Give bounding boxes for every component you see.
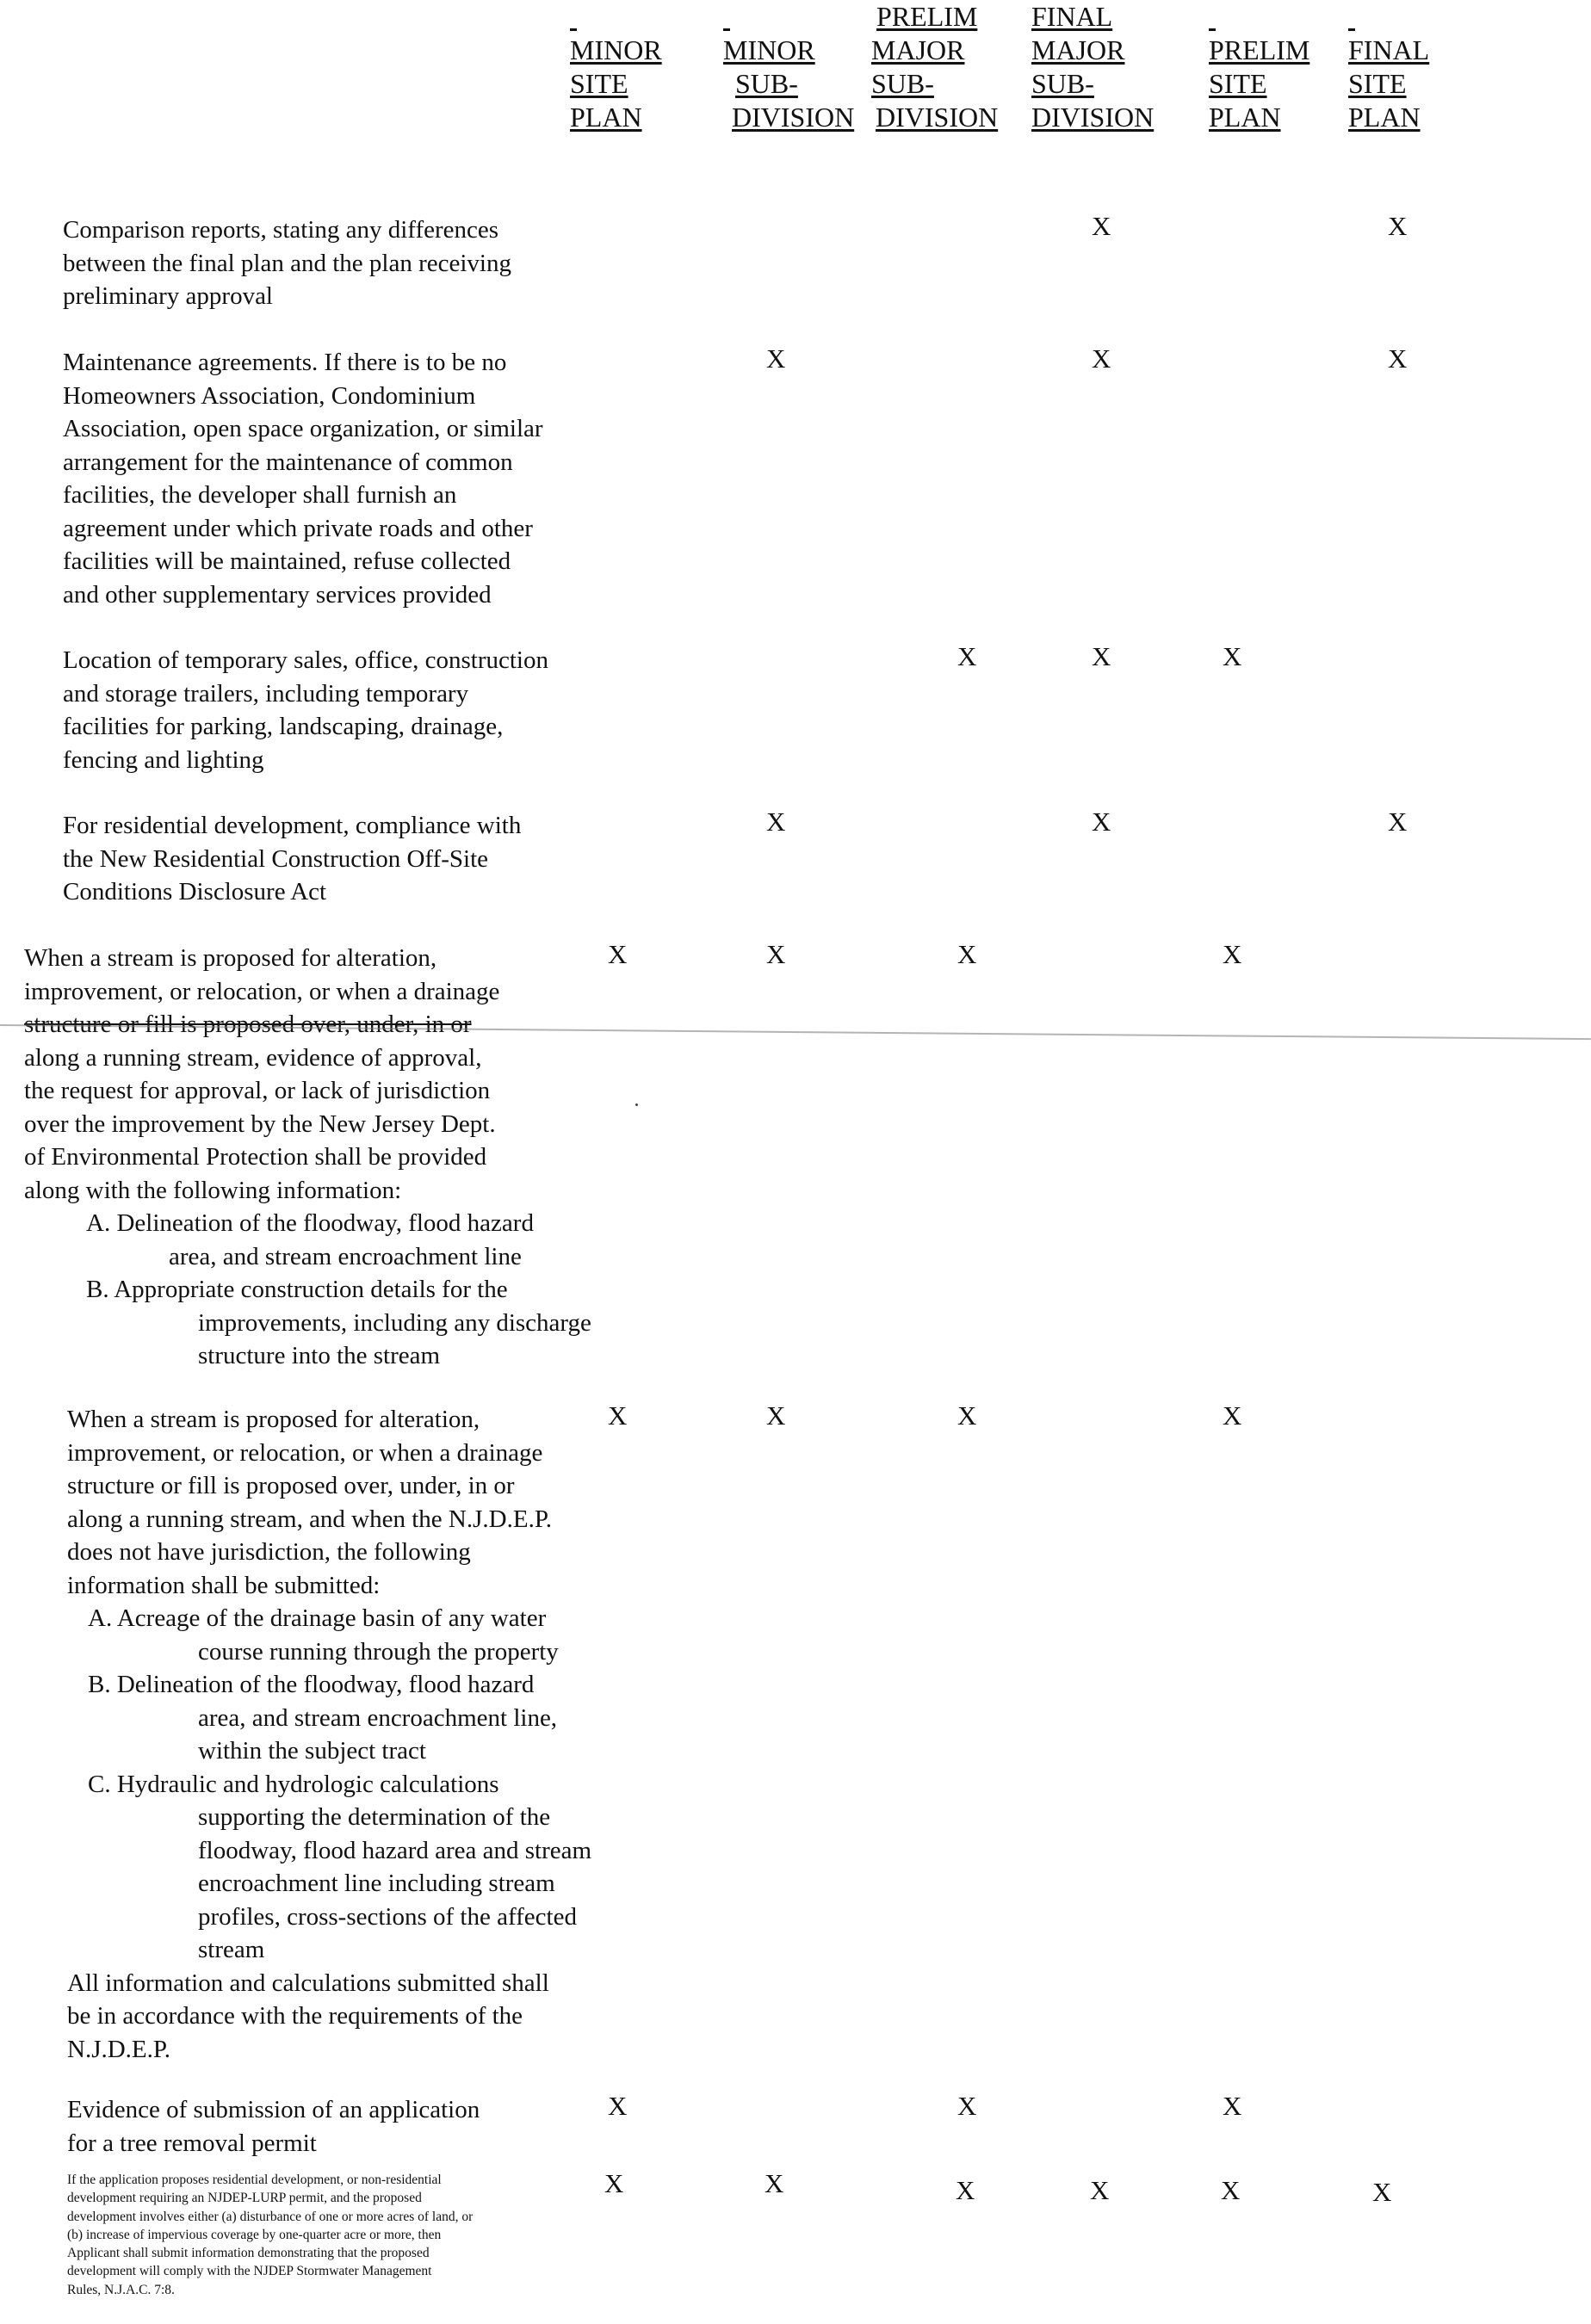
text-line: the request for approval, or lack of jurisdiction — [24, 1077, 491, 1104]
column-header-prelim-site-plan — [1209, 0, 1309, 134]
header-line: SUB- — [871, 68, 934, 99]
text-line: Applicant shall submit information demonstrating that the proposed — [67, 2246, 430, 2261]
check-mark: X — [608, 2091, 628, 2121]
requirement-text-fine-print — [67, 2171, 618, 2299]
header-line: MAJOR — [1031, 34, 1125, 65]
text-line: between the final plan and the plan receiving — [63, 249, 511, 277]
header-line: DIVISION — [732, 102, 855, 133]
sub-item-line: supporting the determination of the — [198, 1803, 551, 1831]
text-line: development will comply with the NJDEP Stormwater Management — [67, 2264, 432, 2279]
header-line: SITE — [570, 68, 628, 99]
text-line: along with the following information: — [24, 1176, 402, 1204]
requirement-text — [24, 942, 644, 1373]
header-line: FINAL — [1348, 34, 1430, 65]
header-line: SUB- — [1031, 68, 1094, 99]
text-line: improvement, or relocation, or when a drainage — [24, 977, 500, 1005]
text-line: development involves either (a) disturbance of one or more acres of land, or — [67, 2209, 474, 2224]
header-line: PLAN — [1348, 102, 1421, 133]
check-mark: X — [1090, 2175, 1110, 2205]
header-line — [723, 0, 854, 34]
requirement-text — [63, 346, 683, 611]
column-header-final-major-subdivision — [1031, 0, 1154, 134]
text-line: the New Residential Construction Off-Site — [63, 844, 488, 873]
text-line: fencing and lighting — [63, 745, 264, 774]
sub-item-line: area, and stream encroachment line, — [198, 1703, 558, 1732]
requirement-text — [67, 2093, 687, 2160]
header-line: MINOR — [570, 34, 662, 65]
header-line — [1209, 0, 1309, 34]
text-line: does not have jurisdiction, the following — [67, 1538, 471, 1566]
check-mark: X — [766, 807, 786, 837]
check-mark: X — [1092, 211, 1111, 241]
text-line: improvement, or relocation, or when a drainage — [67, 1438, 543, 1467]
text-line: Association, open space organization, or similar — [63, 415, 543, 442]
check-mark: X — [957, 939, 977, 969]
requirement-text — [63, 809, 683, 909]
text-line: (b) increase of impervious coverage by one-quarter acre or more, then — [67, 2227, 442, 2242]
check-mark: X — [604, 2168, 624, 2198]
text-line: Maintenance agreements. If there is to be no — [63, 349, 507, 376]
text-line: If the application proposes residential development, or non-residential — [67, 2173, 442, 2187]
text-line: for a tree removal permit — [67, 2129, 317, 2157]
header-line: MINOR — [723, 34, 815, 65]
check-mark: X — [1092, 641, 1111, 671]
text-line: arrangement for the maintenance of common — [63, 448, 513, 476]
header-line: DIVISION — [876, 102, 999, 133]
text-line: When a stream is proposed for alteration, — [67, 1406, 480, 1433]
text-line: Rules, N.J.A.C. 7:8. — [67, 2282, 175, 2297]
check-mark: X — [1092, 807, 1111, 837]
sub-item-line: B. Delineation of the floodway, flood hazard — [88, 1671, 535, 1698]
check-mark: X — [1388, 343, 1408, 374]
header-line: DIVISION — [1031, 102, 1155, 133]
header-line: PLAN — [1209, 102, 1281, 133]
text-line: of Environmental Protection shall be provided — [24, 1143, 487, 1171]
sub-item-line: within the subject tract — [198, 1737, 426, 1765]
check-mark: X — [1388, 807, 1408, 837]
sub-item-line: encroachment line including stream — [198, 1870, 555, 1897]
text-line: structure or fill is proposed over, under, in or — [67, 1472, 515, 1499]
sub-item-line: C. Hydraulic and hydrologic calculations — [88, 1770, 499, 1798]
text-line: Location of temporary sales, office, construction — [63, 646, 548, 674]
column-header-minor-subdivision — [723, 0, 854, 134]
scan-speck — [635, 1103, 638, 1106]
header-line: SITE — [1348, 68, 1407, 99]
column-header-final-site-plan — [1348, 0, 1429, 134]
text-line: When a stream is proposed for alteration, — [24, 944, 437, 972]
check-mark: X — [1223, 641, 1242, 671]
check-mark: X — [766, 1400, 786, 1431]
header-line: SUB- — [735, 68, 798, 99]
text-line: All information and calculations submitted shall — [67, 1969, 549, 1997]
sub-item-line: B. Appropriate construction details for the — [86, 1276, 508, 1303]
check-mark: X — [766, 343, 786, 374]
check-mark: X — [957, 1400, 977, 1431]
check-mark: X — [766, 939, 786, 969]
column-header-prelim-major-subdivision — [871, 0, 998, 134]
sub-item-line: course running through the property — [198, 1637, 559, 1666]
check-mark: X — [608, 1400, 628, 1431]
requirement-text — [67, 1403, 687, 2066]
check-mark: X — [1223, 1400, 1242, 1431]
sub-item-line: floodway, flood hazard area and stream — [198, 1836, 592, 1864]
text-line: N.J.D.E.P. — [67, 2035, 171, 2063]
header-line: PRELIM — [1209, 34, 1310, 65]
check-mark: X — [956, 2175, 975, 2205]
text-line: Evidence of submission of an application — [67, 2096, 480, 2123]
check-mark: X — [1372, 2177, 1392, 2207]
text-line: along a running stream, and when the N.J.D.E.P. — [67, 1505, 552, 1533]
text-line: structure or fill is proposed over, under, in or — [24, 1011, 472, 1038]
text-line: and storage trailers, including temporary — [63, 679, 469, 708]
text-line: Homeowners Association, Condominium — [63, 381, 476, 410]
sub-item-line: improvements, including any discharge — [198, 1308, 591, 1337]
check-mark: X — [1223, 2091, 1242, 2121]
column-header-minor-site-plan — [570, 0, 662, 134]
check-mark: X — [957, 2091, 977, 2121]
header-line: SITE — [1209, 68, 1267, 99]
text-line: facilities, the developer shall furnish an — [63, 481, 457, 509]
sub-item-line: profiles, cross-sections of the affected — [198, 1902, 577, 1931]
sub-item-line: stream — [198, 1936, 265, 1963]
check-mark: X — [765, 2168, 784, 2198]
text-line: information shall be submitted: — [67, 1571, 381, 1599]
sub-item-line: area, and stream encroachment line — [169, 1242, 522, 1270]
check-mark: X — [1388, 211, 1408, 241]
requirement-text — [63, 213, 683, 313]
header-line: MAJOR — [871, 34, 965, 65]
check-mark: X — [1223, 939, 1242, 969]
text-line: facilities for parking, landscaping, drainage, — [63, 713, 504, 740]
header-line: PLAN — [570, 102, 642, 133]
text-line: be in accordance with the requirements of the — [67, 2002, 523, 2030]
header-line: FINAL — [1031, 1, 1113, 32]
header-line — [570, 0, 662, 34]
sub-item-line: A. Acreage of the drainage basin of any water — [88, 1604, 547, 1632]
sub-item-line: structure into the stream — [198, 1342, 441, 1369]
check-mark: X — [1092, 343, 1111, 374]
text-line: Comparison reports, stating any differences — [63, 216, 499, 244]
text-line: For residential development, compliance with — [63, 812, 522, 839]
check-mark: X — [1221, 2175, 1241, 2205]
text-line: facilities will be maintained, refuse collected — [63, 547, 511, 575]
text-line: and other supplementary services provided — [63, 580, 492, 609]
text-line: agreement under which private roads and other — [63, 514, 533, 542]
header-line — [1348, 0, 1429, 34]
text-line: Conditions Disclosure Act — [63, 878, 327, 905]
text-line: along a running stream, evidence of approval, — [24, 1043, 482, 1072]
text-line: preliminary approval — [63, 282, 273, 310]
requirement-text — [63, 644, 683, 776]
check-mark: X — [957, 641, 977, 671]
text-line: over the improvement by the New Jersey Dept. — [24, 1109, 496, 1138]
check-mark: X — [608, 939, 628, 969]
header-line: PRELIM — [876, 1, 978, 32]
text-line: development requiring an NJDEP-LURP permit, and the proposed — [67, 2191, 422, 2206]
sub-item-line: A. Delineation of the floodway, flood hazard — [86, 1209, 534, 1237]
